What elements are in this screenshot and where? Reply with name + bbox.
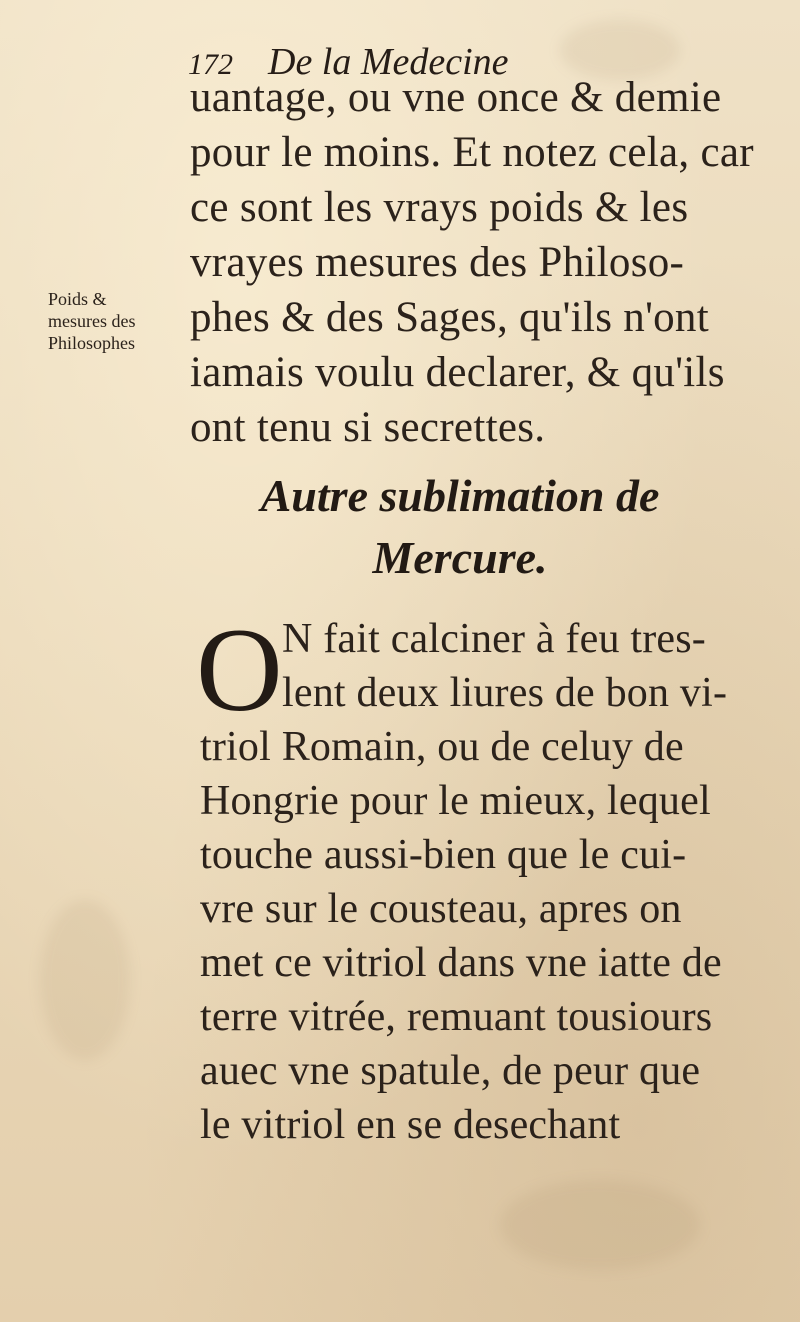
paragraph-line: touche aussi-bien que le cui- [200, 832, 687, 878]
paragraph-line: le vitriol en se desechant [200, 1102, 621, 1148]
text-line: uantage, ou vne once & demie [190, 74, 722, 121]
paragraph-line: vre sur le cousteau, apres on [200, 886, 682, 932]
margin-note-line: Philosophes [48, 333, 136, 353]
paragraph-line: N fait calciner à feu tres- [282, 616, 706, 662]
margin-note [48, 288, 198, 354]
paper-stain [40, 900, 130, 1060]
text-line: vrayes mesures des Philoso- [190, 239, 685, 286]
page-number: 172 [188, 48, 233, 81]
running-title: De la Medecine [268, 41, 509, 83]
paragraph-line: Hongrie pour le mieux, lequel [200, 778, 711, 824]
text-line: phes & des Sages, qu'ils n'ont [190, 294, 709, 341]
paragraph-line: terre vitrée, remuant tousiours [200, 994, 713, 1040]
text-line: ce sont les vrays poids & les [190, 184, 689, 231]
section-heading: Autre sublimation de [260, 470, 660, 521]
paragraph-line: lent deux liures de bon vi- [282, 670, 728, 716]
margin-note-line: mesures des [48, 311, 136, 331]
paragraph-line: triol Romain, ou de celuy de [200, 724, 684, 770]
margin-note-line: Poids & [48, 289, 107, 309]
section-heading: Mercure. [372, 532, 548, 583]
paragraph-line: auec vne spatule, de peur que [200, 1048, 701, 1094]
text-line: ont tenu si secrettes. [190, 404, 546, 451]
paper-stain [500, 1180, 700, 1270]
text-line: iamais voulu declarer, & qu'ils [190, 349, 725, 396]
paragraph-line: met ce vitriol dans vne iatte de [200, 940, 722, 986]
text-line: pour le moins. Et notez cela, car [190, 129, 754, 176]
drop-cap: O [196, 603, 283, 736]
